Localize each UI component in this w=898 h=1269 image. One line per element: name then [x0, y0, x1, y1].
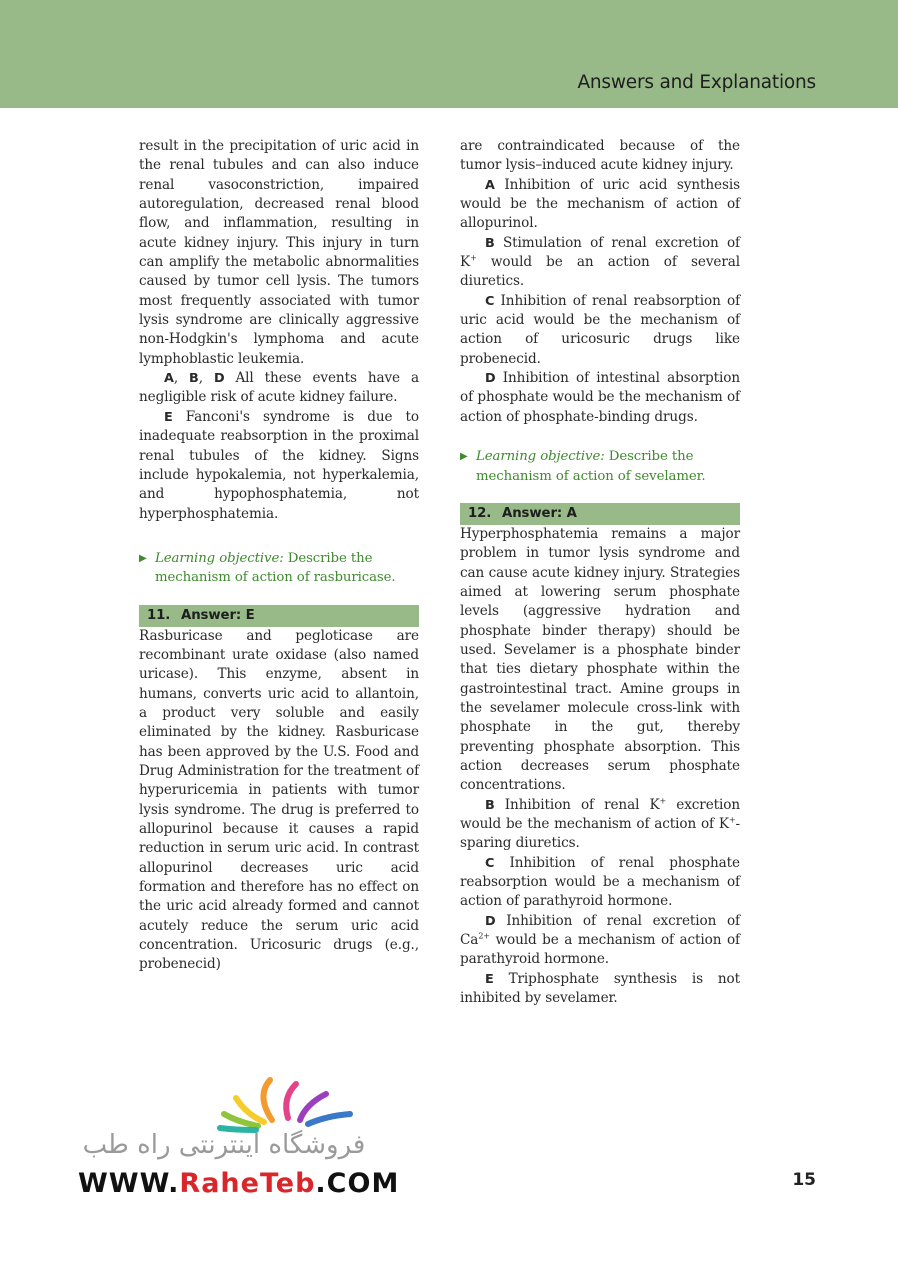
option-label: A: [164, 371, 174, 387]
paragraph: Rasburicase and pegloticase are recombinant urate oxidase (also named uricase). This enzyme, absent in humans, converts uric acid to allantoin, a product very soluble and easily eliminated by the kidney. Rasburicase has been approved by the U.S. Food and Drug Administration for the treatment of hyperuricemia in patients with tumor lysis syndrome. The drug is preferred to allopurinol because it causes a rapid reduction in serum uric acid. In contrast allopurinol decreases uric acid formation and therefore has no effect on the uric acid already formed and cannot acutely reduce the serum uric acid concentration. Uricosuric drugs (e.g., probenecid): [139, 627, 419, 973]
option-e-paragraph: [139, 408, 419, 524]
option-text: Triphosphate synthesis is not inhibited by sevelamer.: [460, 970, 740, 1007]
url-brand: RaheTeb: [179, 1168, 316, 1199]
option-text: would be an action of several diuretics.: [460, 254, 740, 290]
option-label: B: [485, 235, 495, 251]
separator: ,: [198, 370, 214, 387]
triangle-bullet-icon: ▶: [460, 451, 468, 463]
watermark-url: [78, 1168, 399, 1199]
option-text: Inhibition of renal phosphate reabsorption would be a mechanism of action of parathyroid hormone.: [460, 854, 740, 910]
option-a-paragraph: [460, 176, 740, 234]
answer-label: Answer: A: [502, 505, 577, 521]
option-label: E: [164, 409, 173, 425]
option-c-paragraph: [460, 292, 740, 369]
superscript: 2+: [478, 931, 490, 941]
option-text: Inhibition of uric acid synthesis would be the mechanism of action of allopurinol.: [460, 176, 740, 232]
right-column: [460, 137, 740, 1008]
option-label: D: [485, 371, 496, 387]
section-title: Answers and Explanations: [577, 72, 816, 93]
learning-objective: [139, 549, 419, 588]
header-band: [0, 0, 898, 108]
option-text: Fanconi's syndrome is due to inadequate reabsorption in the proximal renal tubules of the kidney. Signs include hypokalemia, not hyperkalemia, and hypophosphatemia, not hyperphosphatemia.: [139, 408, 419, 522]
separator: ,: [173, 370, 190, 387]
answer-header: [139, 605, 419, 627]
learning-objective-text: Describe the mechanism of action of sevelamer.: [476, 449, 706, 484]
option-text: would be a mechanism of action of parathyroid hormone.: [460, 932, 740, 968]
superscript: +: [659, 796, 667, 806]
triangle-bullet-icon: ▶: [139, 552, 147, 564]
option-c-paragraph: [460, 854, 740, 912]
option-d-paragraph: [460, 912, 740, 970]
option-abd-paragraph: [139, 369, 419, 408]
paragraph: are contraindicated because of the tumor lysis–induced acute kidney injury.: [460, 138, 740, 174]
option-text: Inhibition of renal excretion of Ca: [460, 912, 740, 949]
answer-header: [460, 503, 740, 525]
option-label: E: [485, 971, 494, 987]
option-text: All these events have a negligible risk of acute kidney failure.: [139, 370, 420, 406]
option-label: D: [485, 913, 496, 929]
option-text: Inhibition of intestinal absorption of phosphate would be the mechanism of action of phosphate-binding drugs.: [460, 370, 740, 425]
option-text: Inhibition of renal reabsorption of uric acid would be the mechanism of action of uricosuric drugs like probenecid.: [460, 292, 740, 367]
raheteb-watermark-logo: [74, 1076, 400, 1206]
option-label: B: [189, 371, 199, 387]
superscript: +: [470, 253, 477, 263]
option-text: -sparing diuretics.: [460, 816, 740, 852]
option-b-paragraph: [460, 796, 740, 854]
option-label: A: [485, 177, 495, 193]
question-number: 12.: [468, 505, 492, 521]
learning-objective-label: Learning objective:: [476, 449, 605, 465]
option-e-paragraph: [460, 970, 740, 1009]
option-text: excretion would be the mechanism of action of K: [460, 796, 740, 832]
option-d-paragraph: [460, 369, 740, 427]
option-label: C: [485, 855, 495, 871]
learning-objective: [460, 447, 740, 486]
paragraph: result in the precipitation of uric acid in the renal tubules and can also induce renal vasoconstriction, impaired autoregulation, decreased renal blood flow, and inflammation, resulting in acute kidney injury. This injury in turn can amplify the metabolic abnormalities caused by tumor cell lysis. The tumors most frequently associated with tumor lysis syndrome are clinically aggressive non-Hodgkin's lymphoma and acute lymphoblastic leukemia.: [139, 138, 419, 367]
watermark-persian-text: فروشگاه اینترنتی راه طب: [82, 1130, 366, 1160]
option-b-paragraph: [460, 234, 740, 292]
superscript: +: [728, 815, 736, 825]
left-column: [139, 137, 419, 975]
url-prefix: WWW.: [78, 1168, 180, 1199]
question-number: 11.: [147, 607, 171, 623]
book-logo-icon: [74, 1076, 384, 1136]
option-text: Inhibition of renal K: [494, 796, 660, 813]
option-label: C: [485, 293, 495, 309]
page-number: 15: [792, 1170, 816, 1190]
option-label: B: [485, 797, 495, 813]
answer-label: Answer: E: [181, 607, 255, 623]
learning-objective-text: Describe the mechanism of action of rasburicase.: [155, 550, 396, 586]
url-suffix: .COM: [315, 1168, 400, 1199]
paragraph: Hyperphosphatemia remains a major problem in tumor lysis syndrome and can cause acute kidney injury. Strategies aimed at lowering serum phosphate levels (aggressive hydration and phosphate binder therapy) should be used. Sevelamer is a phosphate binder that ties dietary phosphate within the gastrointestinal tract. Amine groups in the sevelamer molecule cross-link with phosphate in the gut, thereby preventing phosphate absorption. This action decreases serum phosphate concentrations.: [460, 525, 740, 794]
learning-objective-label: Learning objective:: [155, 550, 284, 566]
option-label: D: [213, 371, 225, 387]
option-text: Stimulation of renal excretion of K: [460, 234, 740, 271]
